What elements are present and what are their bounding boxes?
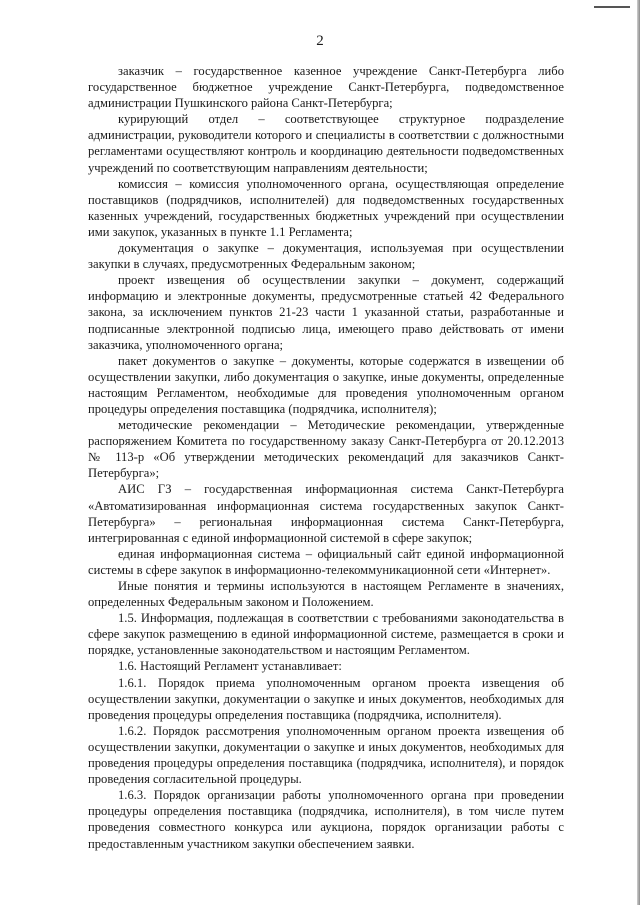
paragraph-1-6: 1.6. Настоящий Регламент устанавливает:	[118, 659, 342, 674]
paragraph-kuriruyushchiy-otdel: курирующий отдел – соответствующее структурное подразделение администрации, руководители которого и специалисты в соответствии с должностными регламентами осуществляют контроль и координацию деятельности подведомственных учреждений по соответствующим направлениям деятельности;	[88, 112, 564, 175]
paragraph-komissiya: комиссия – комиссия уполномоченного органа, осуществляющая определение поставщиков (подрядчиков, исполнителей) для подведомственных государственных казенных учреждений, государственных бюджетных учреждений при осуществлении ими закупок, указанных в пункте 1.1 Регламента;	[88, 176, 564, 239]
paragraph-1-6-3: 1.6.3. Порядок организации работы уполномоченного органа при проведении процедуры определения поставщика (подрядчика, исполнителя), в том числе путем проведения совместного конкурса или аукциона, порядок организации работы с предоставленным участником закупки обеспечением заявки.	[88, 788, 564, 851]
paragraph-proekt-izveshcheniya: проект извещения об осуществлении закупки – документ, содержащий информацию и электронные документы, предусмотренные статьей 42 Федерального закона, за исключением пунктов 21-23 части 1 указанной статьи, разработанные и подписанные электронной подписью лица, имеющего право действовать от имени заказчика, уполномоченного органа;	[88, 273, 564, 352]
paragraph-eis: единая информационная система – официальный сайт единой информационной системы в сфере закупок в информационно-телекоммуникационной сети «Интернет».	[88, 546, 564, 577]
scan-mark	[594, 6, 630, 8]
paragraph-zakazchik: заказчик – государственное казенное учреждение Санкт-Петербурга либо государственное бюджетное учреждение Санкт-Петербурга, подведомственное администрации Пушкинского района Санкт-Петербурга;	[88, 64, 564, 111]
paragraph-metodicheskie-rekomendatsii: методические рекомендации – Методические рекомендации, утвержденные распоряжением Комитета по государственному заказу Санкт-Петербурга от 20.12.2013 № 113-р «Об утверждении методических рекомендаций для заказчиков Санкт-Петербурга»;	[88, 418, 564, 481]
paragraph-ais-gz: АИС ГЗ – государственная информационная система Санкт-Петербурга «Автоматизированная информационная система государственных закупок Санкт-Петербурга» – региональная информационная система Санкт-Петербурга, интегрированная с единой информационной системой в сфере закупок;	[88, 482, 564, 545]
page-number: 2	[316, 33, 324, 49]
paragraph-1-6-2: 1.6.2. Порядок рассмотрения уполномоченным органом проекта извещения об осуществлении закупки, документации о закупке и иных документов, необходимых для проведения процедуры определения поставщика (подрядчика, исполнителя), и порядок проведения согласительной процедуры.	[88, 723, 564, 787]
paragraph-inye-ponyatiya: Иные понятия и термины используются в настоящем Регламенте в значениях, определенных Федеральным законом и Положением.	[88, 579, 564, 610]
paragraph-1-6-1: 1.6.1. Порядок приема уполномоченным органом проекта извещения об осуществлении закупки, документации о закупке и иных документов, необходимых для проведения процедуры определения поставщика (подрядчика, исполнителя).	[88, 675, 564, 722]
paragraph-paket-dokumentov: пакет документов о закупке – документы, которые содержатся в извещении об осуществлении закупки, либо документация о закупке, иные документы, определенные настоящим Регламентом, необходимые для проведения уполномоченным органом процедуры определения поставщика (подрядчика, исполнителя);	[88, 353, 564, 416]
document-body	[88, 63, 564, 852]
paragraph-1-5: 1.5. Информация, подлежащая в соответствии с требованиями законодательства в сфере закупок размещению в единой информационной системе, размещается в сроки и порядке, установленные законодательством и настоящим Регламентом.	[88, 611, 564, 658]
paragraph-dokumentatsiya: документация о закупке – документация, используемая при осуществлении закупки в случаях, предусмотренных Федеральным законом;	[88, 241, 564, 272]
